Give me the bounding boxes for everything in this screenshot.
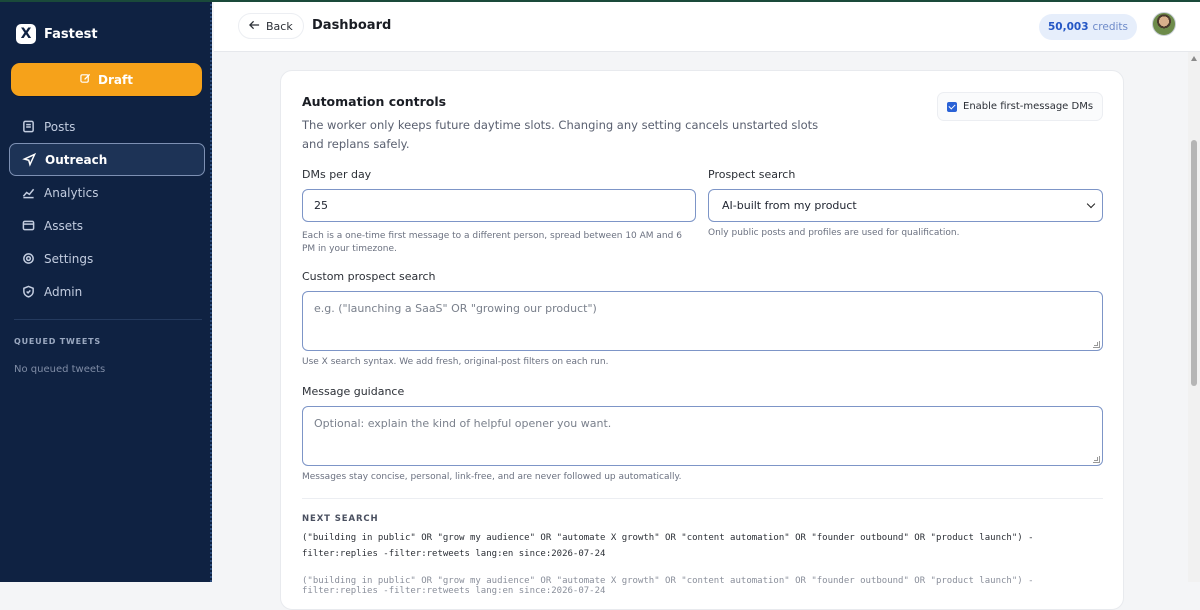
dms-per-day-label: DMs per day <box>302 168 372 181</box>
sidebar-divider <box>14 319 202 320</box>
scrollbar[interactable] <box>1188 52 1200 582</box>
sidebar-item-label: Settings <box>44 251 94 266</box>
scrollbar-thumb[interactable] <box>1191 140 1197 386</box>
send-icon <box>22 153 36 167</box>
card-description: The worker only keeps future daytime slots. Changing any setting cancels unstarted slots and replans safely. <box>302 118 819 151</box>
automation-controls-card <box>280 70 1124 610</box>
analytics-icon <box>21 186 35 200</box>
assets-icon <box>21 219 35 233</box>
next-search-overflow-text: ("building in public" OR "grow my audience" OR "automate X growth" OR "content automation" OR "founder outbound" OR "product launch") -filter:replies -filter:retweets lang:en since:2026-07-24 <box>302 576 1034 596</box>
credits-value: 50,003 <box>1048 21 1089 33</box>
credits-badge[interactable] <box>1039 14 1137 40</box>
scroll-up-icon[interactable] <box>1191 56 1197 61</box>
draft-button-label: Draft <box>98 72 133 87</box>
gear-icon <box>21 252 35 266</box>
prospect-search-value: AI-built from my product <box>722 199 857 212</box>
enable-first-message-dms-toggle[interactable] <box>937 92 1103 121</box>
dms-per-day-input[interactable]: 25 <box>302 189 696 222</box>
enable-dms-label: Enable first-message DMs <box>963 101 1094 112</box>
brand-logo: X <box>16 24 36 44</box>
next-search-query: ("building in public" OR "grow my audience" OR "automate X growth" OR "content automation" OR "founder outbound" OR "product launch") -filter:replies -filter:retweets lang:en since:2026-07-24 <box>302 533 1034 559</box>
page-title: Dashboard <box>312 18 392 33</box>
section-divider <box>302 498 1103 499</box>
prospect-search-label: Prospect search <box>708 168 796 181</box>
credits-label: credits <box>1092 21 1129 33</box>
sidebar-item-analytics[interactable] <box>9 176 205 209</box>
sidebar-item-label: Assets <box>44 218 84 233</box>
custom-prospect-search-label: Custom prospect search <box>302 270 436 283</box>
sidebar-item-settings[interactable] <box>9 242 205 275</box>
sidebar-item-label: Admin <box>44 284 83 299</box>
sidebar <box>0 0 212 582</box>
queued-tweets-title: QUEUED TWEETS <box>14 337 101 346</box>
message-guidance-help: Messages stay concise, personal, link-free, and are never followed up automatically. <box>302 472 682 482</box>
sidebar-nav <box>9 110 205 308</box>
prospect-search-help: Only public posts and profiles are used for qualification. <box>708 228 960 238</box>
shield-icon <box>21 285 35 299</box>
sidebar-item-outreach[interactable] <box>9 143 205 176</box>
sidebar-item-label: Outreach <box>45 152 108 167</box>
arrow-left-icon <box>249 20 260 33</box>
sidebar-item-admin[interactable] <box>9 275 205 308</box>
posts-icon <box>21 120 35 134</box>
sidebar-item-posts[interactable] <box>9 110 205 143</box>
sidebar-item-label: Posts <box>44 119 76 134</box>
message-guidance-placeholder: Optional: explain the kind of helpful opener you want. <box>314 417 612 430</box>
top-accent-line <box>0 0 1200 2</box>
avatar[interactable] <box>1152 12 1176 36</box>
chevron-down-icon <box>1087 200 1095 208</box>
checkbox-checked-icon[interactable] <box>947 102 957 112</box>
resize-handle-icon[interactable] <box>1093 341 1100 348</box>
sidebar-item-label: Analytics <box>44 185 99 200</box>
draft-button[interactable] <box>11 63 202 96</box>
prospect-search-select[interactable] <box>708 189 1103 222</box>
dms-per-day-help: Each is a one-time first message to a different person, spread between 10 AM and 6 PM in your timezone. <box>302 231 682 254</box>
top-bar <box>214 2 1200 52</box>
custom-prospect-search-help: Use X search syntax. We add fresh, original-post filters on each run. <box>302 357 609 367</box>
next-search-title: NEXT SEARCH <box>302 514 379 524</box>
back-button-label: Back <box>266 19 293 33</box>
brand[interactable] <box>16 24 98 44</box>
resize-handle-icon[interactable] <box>1093 456 1100 463</box>
back-button[interactable] <box>238 13 304 39</box>
queued-tweets-empty: No queued tweets <box>14 364 106 375</box>
custom-prospect-search-input[interactable] <box>302 291 1103 351</box>
brand-name: Fastest <box>44 26 98 42</box>
custom-prospect-search-placeholder: e.g. ("launching a SaaS" OR "growing our product") <box>314 302 597 315</box>
message-guidance-input[interactable] <box>302 406 1103 466</box>
sidebar-item-assets[interactable] <box>9 209 205 242</box>
card-title: Automation controls <box>302 94 447 109</box>
message-guidance-label: Message guidance <box>302 385 405 398</box>
edit-icon <box>80 73 91 87</box>
